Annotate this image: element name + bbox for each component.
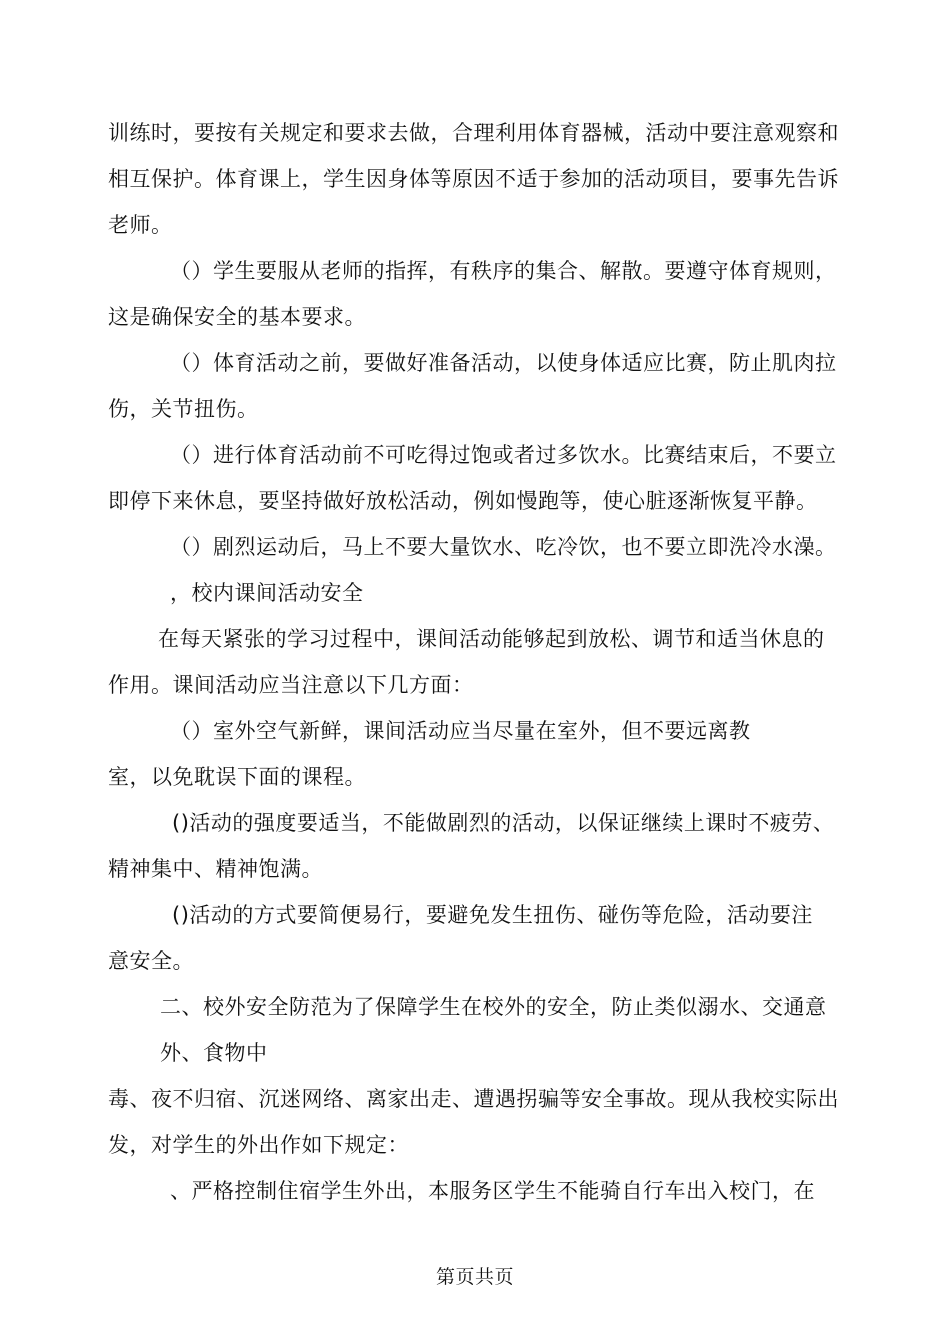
text-line: 意安全。 xyxy=(108,949,194,973)
text-line: 即停下来休息，要坚持做好放松活动，例如慢跑等，使心脏逐渐恢复平静。 xyxy=(108,489,818,513)
text-line: （）体育活动之前，要做好准备活动，以使身体适应比赛，防止肌肉拉 xyxy=(170,351,837,375)
text-line: 、严格控制住宿学生外出，本服务区学生不能骑自行车出入校门，在 xyxy=(170,1179,815,1203)
text-line: 外、食物中 xyxy=(160,1041,268,1065)
text-line: 在每天紧张的学习过程中，课间活动能够起到放松、调节和适当休息的 xyxy=(158,627,825,651)
text-line: （）进行体育活动前不可吃得过饱或者过多饮水。比赛结束后，不要立 xyxy=(170,443,837,467)
text-line: （）学生要服从老师的指挥，有秩序的集合、解散。要遵守体育规则， xyxy=(170,259,837,283)
text-line: 精神集中、精神饱满。 xyxy=(108,857,323,881)
text-line: 伤，关节扭伤。 xyxy=(108,397,259,421)
text-line: （）室外空气新鲜，课间活动应当尽量在室外，但不要远离教 xyxy=(170,719,751,743)
section-heading: 二、校外安全防范为了保障学生在校外的安全，防止类似溺水、交通意 xyxy=(160,995,827,1019)
text-line: 发，对学生的外出作如下规定： xyxy=(108,1133,409,1157)
text-line: 室，以免耽误下面的课程。 xyxy=(108,765,366,789)
text-line: 作用。课间活动应当注意以下几方面： xyxy=(108,673,474,697)
text-line: ()活动的强度要适当，不能做剧烈的活动，以保证继续上课时不疲劳、 xyxy=(172,811,835,835)
page-footer: 第页共页 xyxy=(435,1266,514,1288)
text-line: ()活动的方式要简便易行，要避免发生扭伤、碰伤等危险，活动要注 xyxy=(172,903,813,927)
text-line: 这是确保安全的基本要求。 xyxy=(108,305,366,329)
section-heading: ，校内课间活动安全 xyxy=(170,581,364,605)
text-line: 毒、夜不归宿、沉迷网络、离家出走、遭遇拐骗等安全事故。现从我校实际出 xyxy=(108,1087,839,1111)
text-line: 相互保护。体育课上，学生因身体等原因不适于参加的活动项目，要事先告诉 xyxy=(108,167,839,191)
text-line: 老师。 xyxy=(108,213,173,237)
text-line: 训练时，要按有关规定和要求去做，合理利用体育器械，活动中要注意观察和 xyxy=(108,121,839,145)
text-line: （）剧烈运动后，马上不要大量饮水、吃冷饮，也不要立即洗冷水澡。 xyxy=(170,535,837,559)
